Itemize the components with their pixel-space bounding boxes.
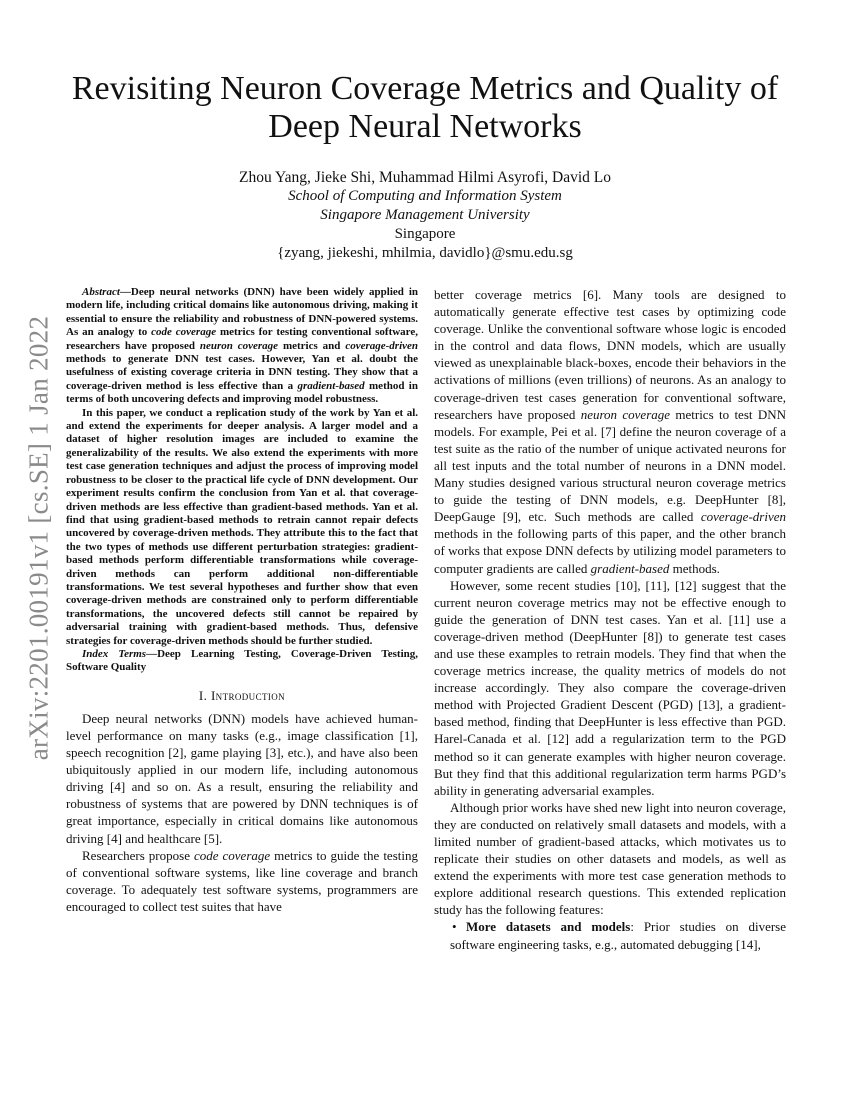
- section-heading-introduction: I. Introduction: [198, 687, 286, 703]
- abstract-paragraph-1: Abstract—Deep neural networks (DNN) have been widely applied in modern life, including critical domains like autonomous driving, making it essential to ensure the reliability and robustness of DNN-powered systems. As an analogy to code coverage metrics for testing conventional software, researchers have proposed neuron coverage metrics and coverage-driven methods to generate DNN test cases. However, Yan et al. doubt the usefulness of existing coverage criteria in DNN testing. They show that a coverage-driven method is less effective than a gradient-based method in terms of both uncovering defects and improving model robustness.: [66, 286, 419, 406]
- title-line-2: Deep Neural Networks: [268, 108, 582, 145]
- intro-paragraph-1: Deep neural networks (DNN) models have achieved human-level performance on many tasks (e.g., image classification [1], speech recognition [2], game playing [3], etc.), and have also been ubiquitously applied in our modern life, including autonomous driving [4] and so on. As a result, ensuring the reliability and robustness of systems that are powered by DNN techniques is of great importance, especially in critical domains like autonomous driving [4] and healthcare [5].: [66, 710, 418, 846]
- right-paragraph-2: However, some recent studies [10], [11], [12] suggest that the current neuron coverage metrics may not be effective enough to guide the generation of DNN test cases. Yan et al. [11] use a coverage-driven method (DeepHunter [8]) to generate test cases and use these examples to retrain models. They find that when the coverage metrics increase, the quality metrics of models do not increase accordingly. They also compare the coverage-driven method with Projected Gradient Descent (PGD) [13], a gradient-based method, finding that DeepHunter is less effective than PGD. Harel-Canada et al. [12] add a regularization term to the PGD method so it can generate examples with higher neuron coverage. But they find that this additional regularization term harms PGD’s ability in generating adversarial examples.: [434, 577, 786, 798]
- right-paragraph-1: better coverage metrics [6]. Many tools are designed to automatically generate effective test cases by optimizing code coverage. Unlike the conventional software whose logic is encoded in the control and data flows, DNN models, which are usually viewed as unexplainable black-boxes, encode their behaviors in the activations of millions (even trillions) of neurons. As an analogy to coverage-driven test cases generation for conventional software, researchers have proposed neuron coverage metrics to test DNN models. For example, Pei et al. [7] define the neuron coverage of a test suite as the ratio of the number of unique activated neurons for all test inputs and the total number of neurons in a DNN model. Many studies designed various structural neuron coverage metrics to guide the testing of DNN models, e.g. DeepHunter [8], DeepGauge [9], etc. Such methods are called coverage-driven methods in the following parts of this paper, and the other branch of works that expose DNN defects by utilizing model parameters to computer gradients are called gradient-based methods.: [434, 287, 786, 576]
- bullet-icon: •: [452, 919, 457, 935]
- arxiv-side-stamp: [24, 300, 54, 775]
- author-names: Zhou Yang, Jieke Shi, Muhammad Hilmi Asyrofi, David Lo: [239, 169, 611, 186]
- arxiv-id-text: arXiv:2201.00191v1 [cs.SE] 1 Jan 2022: [23, 315, 54, 760]
- author-email: {zyang, jiekeshi, mhilmia, davidlo}@smu.edu.sg: [277, 245, 573, 261]
- index-terms: Index Terms—Deep Learning Testing, Coverage-Driven Testing, Software Quality: [66, 647, 418, 674]
- title-line-1: Revisiting Neuron Coverage Metrics and Quality of: [71, 70, 779, 107]
- author-country: Singapore: [394, 226, 456, 242]
- author-block: [100, 168, 750, 263]
- left-column: [66, 286, 418, 915]
- right-column: [434, 286, 786, 953]
- intro-paragraph-2: Researchers propose code coverage metrics to guide the testing of conventional software systems, like line coverage and branch coverage. To adequately test software systems, programmers are encouraged to collect test suites that have: [66, 847, 418, 914]
- index-terms-label: Index Terms: [82, 647, 147, 660]
- abstract-label: Abstract: [82, 286, 120, 298]
- author-university: Singapore Management University: [320, 207, 530, 223]
- abstract-paragraph-2: In this paper, we conduct a replication study of the work by Yan et al. and extend the experiments for deeper analysis. A larger model and a dataset of higher resolution images are included to examine the generalizability of the results. We also extend the experiments with more test case generation techniques and adjust the process of improving model robustness to be closer to the practical life cycle of DNN development. Our experiment results confirm the conclusion from Yan et al. that coverage-driven methods are less effective than gradient-based methods. Yan et al. find that using gradient-based methods to retrain cannot repair defects uncovered by coverage-driven methods. They attribute this to the fact that the two types of methods use different perturbation strategies: gradient-based methods perform differentiable transformations while coverage-driven methods can perform additional non-differentiable transformations. We test several hypotheses and further show that even coverage-driven methods are constrained only to perform differentiable transformations, the uncovered defects still cannot be repaired by adversarial training with gradient-based methods. Thus, defensive strategies for coverage-driven methods should be further studied.: [66, 406, 418, 647]
- author-school: School of Computing and Information System: [288, 188, 562, 204]
- abstract: [66, 286, 418, 675]
- feature-bullet-1: • More datasets and models: Prior studies on diverse software engineering tasks, e.g., automated debugging [14],: [434, 918, 786, 952]
- paper-title: [60, 70, 790, 146]
- right-paragraph-3: Although prior works have shed new light into neuron coverage, they are conducted on relatively small datasets and models, with a limited number of gradient-based attacks, which motivates us to replicate their studies on other datasets and models, as well as extend the experiments with more test case generation methods to explore additional research questions. This extended replication study has the following features:: [434, 799, 786, 918]
